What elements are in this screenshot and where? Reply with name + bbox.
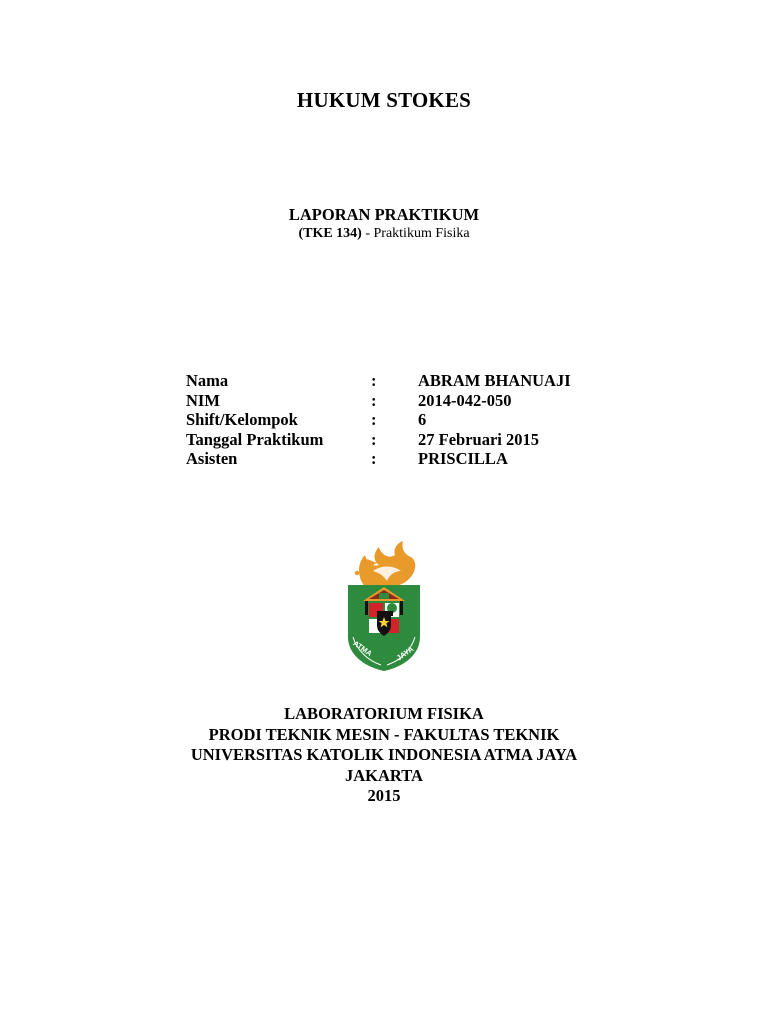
document-title: HUKUM STOKES	[296, 88, 472, 112]
student-info-table	[186, 371, 606, 469]
info-label: Asisten	[186, 449, 238, 468]
footer-program: PRODI TEKNIK MESIN - FAKULTAS TEKNIK	[208, 724, 560, 744]
atma-jaya-crest-icon	[343, 541, 425, 671]
info-label: Tanggal Praktikum	[186, 429, 324, 449]
footer-city: JAKARTA	[345, 765, 423, 785]
info-row-asisten	[186, 449, 606, 469]
course-separator: -	[361, 226, 374, 241]
info-value: 27 Februari 2015	[418, 429, 539, 449]
footer-lab: LABORATORIUM FISIKA	[284, 704, 484, 723]
info-row-tanggal	[186, 430, 606, 450]
footer-university: UNIVERSITAS KATOLIK INDONESIA ATMA JAYA	[190, 745, 578, 764]
dove-flame-icon	[355, 541, 415, 587]
info-colon: :	[371, 410, 377, 429]
info-row-nama	[186, 371, 606, 391]
course-line	[0, 226, 768, 242]
info-value: ABRAM BHANUAJI	[418, 371, 571, 390]
course-name: Praktikum Fisika	[373, 226, 470, 241]
course-code: (TKE 134)	[298, 226, 362, 241]
info-colon: :	[371, 429, 377, 449]
info-value: 2014-042-050	[418, 390, 512, 410]
shield-icon	[348, 585, 420, 671]
report-type: LAPORAN PRAKTIKUM	[288, 205, 480, 224]
info-label: Shift/Kelompok	[186, 410, 298, 429]
crest-text-jaya: JAYA	[394, 644, 416, 663]
info-colon: :	[371, 449, 377, 468]
footer-year: 2015	[367, 786, 401, 805]
info-label: Nama	[186, 371, 229, 390]
crest-svg	[343, 541, 425, 671]
info-colon: :	[371, 371, 377, 390]
info-label: NIM	[186, 390, 220, 410]
info-value: PRISCILLA	[418, 449, 508, 468]
info-value: 6	[418, 410, 427, 429]
info-row-nim	[186, 391, 606, 411]
crest-text-atma: ATMA	[351, 638, 374, 659]
institution-block	[0, 704, 768, 807]
info-row-shift	[186, 410, 606, 430]
info-colon: :	[371, 390, 377, 410]
